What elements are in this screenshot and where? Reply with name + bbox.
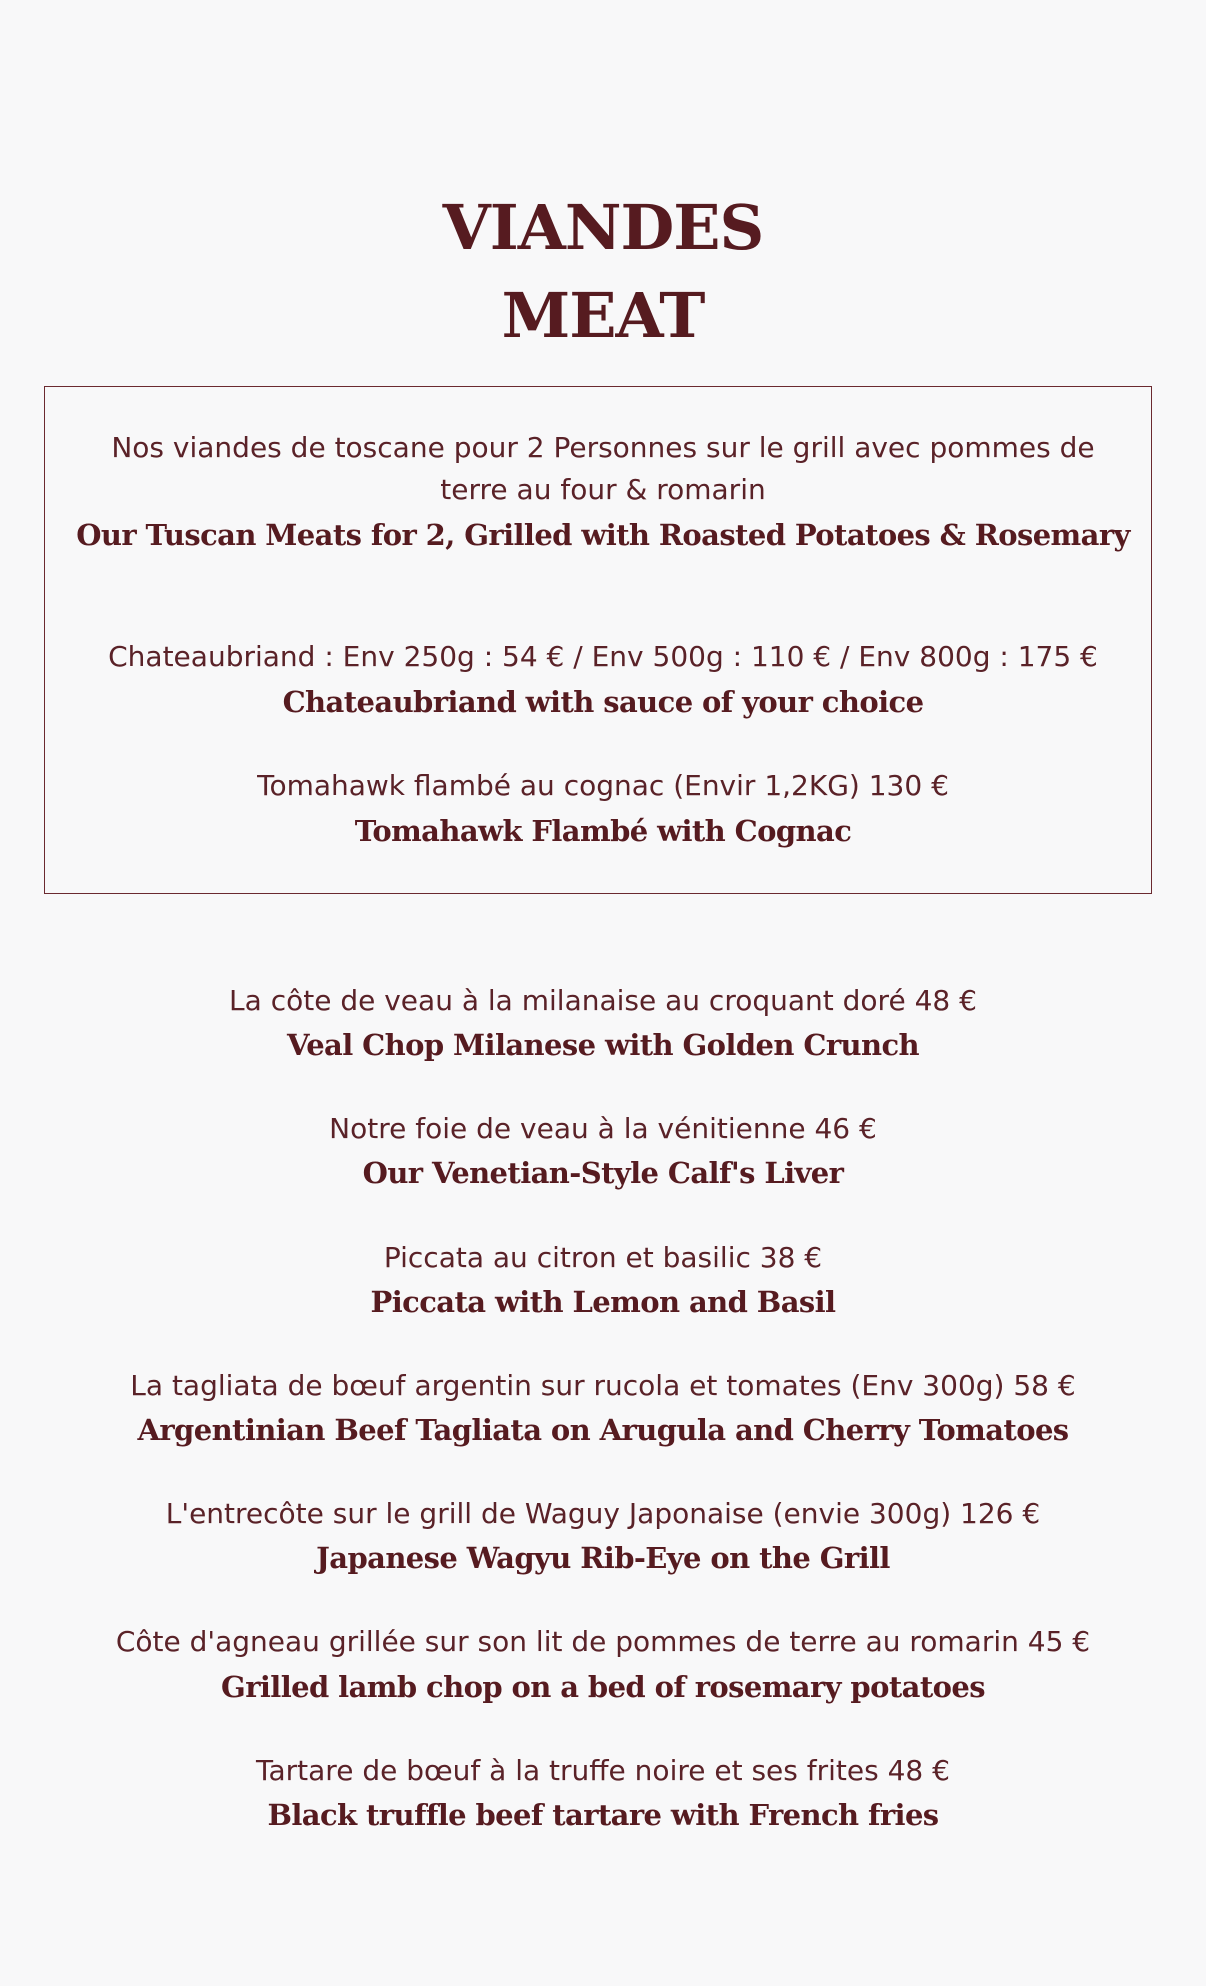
menu-item-french: La côte de veau à la milanaise au croquant doré 48 € [229,984,977,1017]
box-item-french: Chateaubriand : Env 250g : 54 € / Env 500g : 110 € / Env 800g : 175 € [108,640,1098,673]
page-title [0,184,1206,360]
menu-item-english: Japanese Wagyu Rib-Eye on the Grill [316,1541,890,1575]
menu-item-english: Black truffle beef tartare with French fries [267,1798,939,1832]
box-item-english: Chateaubriand with sauce of your choice [282,685,924,719]
menu-item-french: Piccata au citron et basilic 38 € [383,1241,823,1274]
menu-item-english: Grilled lamb chop on a bed of rosemary potatoes [221,1670,985,1704]
box-item-french: Tomahawk flambé au cognac (Envir 1,2KG) 130 € [257,769,949,802]
menu-item-french: L'entrecôte sur le grill de Waguy Japonaise (envie 300g) 126 € [165,1497,1041,1530]
box-intro-french: Nos viandes de toscane pour 2 Personnes sur le grill avec pommes de terre au four & romarin [111,431,1095,506]
box-intro-english: Our Tuscan Meats for 2, Grilled with Roasted Potatoes & Rosemary [76,518,1130,552]
title-english: MEAT [501,279,705,352]
menu-item-english: Veal Chop Milanese with Golden Crunch [286,1028,920,1062]
menu-item-french: La tagliata de bœuf argentin sur rucola et tomates (Env 300g) 58 € [130,1369,1076,1402]
menu-item-english: Our Venetian-Style Calf's Liver [362,1156,844,1190]
title-french: VIANDES [442,191,764,264]
menu-item-english: Argentinian Beef Tagliata on Arugula and Cherry Tomatoes [137,1413,1069,1447]
menu-item-french: Notre foie de veau à la vénitienne 46 € [329,1112,877,1145]
box-item-english: Tomahawk Flambé with Cognac [354,814,852,848]
menu-item-french: Tartare de bœuf à la truffe noire et ses frites 48 € [256,1754,950,1787]
menu-item-french: Côte d'agneau grillée sur son lit de pommes de terre au romarin 45 € [115,1625,1091,1658]
menu-item-english: Piccata with Lemon and Basil [370,1285,836,1319]
